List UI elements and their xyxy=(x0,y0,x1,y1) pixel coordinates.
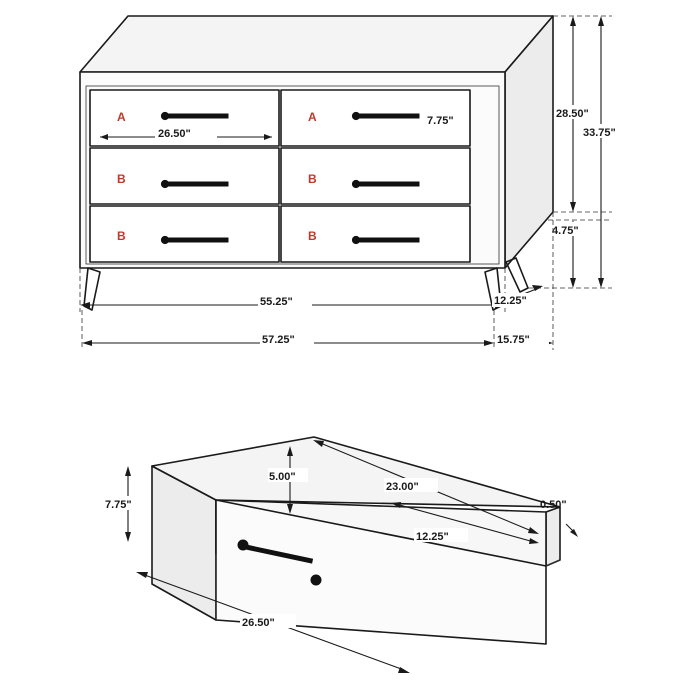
dim-label-12-25-drawer: 12.25" xyxy=(416,531,449,543)
dim-label-55-25: 55.25" xyxy=(260,296,293,308)
drawer-figure xyxy=(104,437,578,673)
drawer-label-middle-right: B xyxy=(308,172,317,186)
drawer-label-bottom-left: B xyxy=(117,229,126,243)
dim-cabinet-width-55-25 xyxy=(80,268,505,312)
dim-label-0-50: 0.50" xyxy=(540,499,567,511)
dim-label-5-00: 5.00" xyxy=(269,471,296,483)
drawer-back-wall-top xyxy=(152,437,560,507)
dresser-figure xyxy=(80,16,624,350)
dim-label-57-25: 57.25" xyxy=(262,334,295,346)
drawer-label-top-left: A xyxy=(117,110,126,124)
dim-label-23-00: 23.00" xyxy=(386,481,419,493)
drawer-label-bottom-right: B xyxy=(308,229,317,243)
dim-label-28-50: 28.50" xyxy=(556,108,589,120)
dim-drawer-height-7-75 xyxy=(104,466,144,542)
dim-label-7-75-top: 7.75" xyxy=(427,115,454,127)
dim-label-4-75: 4.75" xyxy=(552,225,579,237)
dim-drawer-front-height-7-75 xyxy=(427,115,454,127)
dim-label-12-25-depth: 12.25" xyxy=(494,295,527,307)
dim-label-33-75: 33.75" xyxy=(583,127,616,139)
dim-label-26-50-drawer: 26.50" xyxy=(242,617,275,629)
dim-overall-width-57-25 xyxy=(82,310,494,350)
drawer-label-middle-left: B xyxy=(117,172,126,186)
dim-label-7-75-drawer: 7.75" xyxy=(105,499,132,511)
dresser-top-surface xyxy=(80,16,553,72)
dim-label-15-75: 15.75" xyxy=(497,334,530,346)
drawer-right-wall xyxy=(546,507,560,566)
drawer-label-top-right: A xyxy=(308,110,317,124)
dim-label-26-50-top: 26.50" xyxy=(158,128,191,140)
